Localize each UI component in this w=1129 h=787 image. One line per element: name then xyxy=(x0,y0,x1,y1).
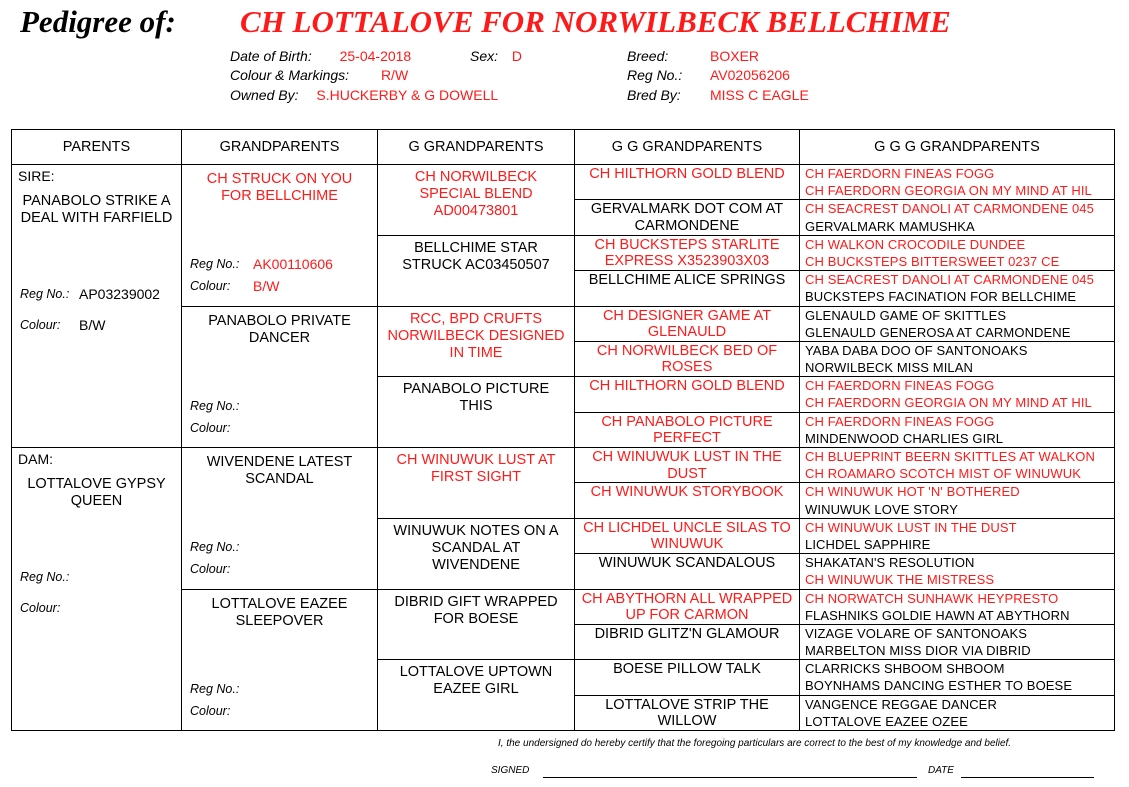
gg-grandparent-name: WINUWUK SCANDALOUS xyxy=(598,555,776,572)
gg-grandparent-name: CH NORWILBECK BED OF ROSES xyxy=(596,342,778,376)
col-g-grandparents: G GRANDPARENTS xyxy=(378,130,575,165)
gg-grandparent-cell xyxy=(575,306,800,341)
g-grandparent-name: RCC, BPD CRUFTS NORWILBECK DESIGNED IN TIME xyxy=(387,310,565,361)
reg-label: Reg No.: xyxy=(190,540,240,554)
g-grandparent-name: WINUWUK NOTES ON A SCANDAL AT WIVENDENE xyxy=(393,522,559,573)
gg-grandparent-name: CH PANABOLO PICTURE PERFECT xyxy=(601,413,773,447)
colour-label: Colour: xyxy=(20,601,61,615)
colour-label: Colour & Markings: xyxy=(230,67,350,83)
reg-label: Reg No.: xyxy=(20,570,70,584)
gg-grandparent-name: CH WINUWUK STORYBOOK xyxy=(590,484,784,501)
gg-grandparent-name: CH HILTHORN GOLD BLEND xyxy=(589,378,785,395)
g-grandparent-cell xyxy=(378,448,575,519)
ggg-grandparent-cell: MINDENWOOD CHARLIES GIRL xyxy=(800,430,1115,448)
gg-grandparent-cell xyxy=(575,271,800,306)
g-grandparent-name: PANABOLO PICTURE THIS xyxy=(402,381,550,415)
ggg-grandparent-cell: FLASHNIKS GOLDIE HAWN AT ABYTHORN xyxy=(800,607,1115,625)
sex-label: Sex: xyxy=(470,48,499,64)
col-grandparents: GRANDPARENTS xyxy=(182,130,378,165)
regno-value: AV02056206 xyxy=(710,67,790,83)
ggg-grandparent-cell: CH FAERDORN GEORGIA ON MY MIND AT HIL xyxy=(800,394,1115,412)
gg-grandparent-cell xyxy=(575,660,800,695)
colour-label: Colour: xyxy=(190,703,231,718)
ggg-grandparent-cell: LOTTALOVE EAZEE OZEE xyxy=(800,713,1115,731)
dam-cell xyxy=(12,448,182,731)
signed-label: SIGNED xyxy=(491,765,530,776)
gg-grandparent-name: CH LICHDEL UNCLE SILAS TO WINUWUK xyxy=(583,519,791,553)
certification-text: I, the undersigned do hereby certify that the foregoing particulars are correct to the best of my knowledge and belief. xyxy=(498,738,1012,749)
gg-grandparent-cell xyxy=(575,518,800,553)
pedigree-table xyxy=(11,129,1115,731)
ggg-grandparent-cell: CH SEACREST DANOLI AT CARMONDENE 045 xyxy=(800,200,1115,218)
ggg-grandparent-cell: CH BLUEPRINT BEERN SKITTLES AT WALKON xyxy=(800,448,1115,466)
g-grandparent-cell xyxy=(378,306,575,377)
g-grandparent-name: DIBRID GIFT WRAPPED FOR BOESE xyxy=(394,593,558,627)
gg-grandparent-cell xyxy=(575,200,800,235)
gg-grandparent-name: BOESE PILLOW TALK xyxy=(613,661,761,678)
ggg-grandparent-cell: VANGENCE REGGAE DANCER xyxy=(800,695,1115,713)
gg-grandparent-name: CH BUCKSTEPS STARLITE EXPRESS X3523903X03 xyxy=(594,236,780,270)
gg-grandparent-cell xyxy=(575,589,800,624)
pedigree-row xyxy=(12,448,1115,466)
g-grandparent-name: BELLCHIME STAR STRUCK AC03450507 xyxy=(402,239,550,273)
grandparent-cell xyxy=(182,448,378,590)
ggg-grandparent-cell: CH WINUWUK THE MISTRESS xyxy=(800,571,1115,589)
gg-grandparent-name: CH HILTHORN GOLD BLEND xyxy=(589,166,785,182)
ggg-grandparent-cell: CH WINUWUK LUST IN THE DUST xyxy=(800,518,1115,536)
g-grandparent-cell xyxy=(378,589,575,660)
bred-row xyxy=(627,87,809,103)
ggg-grandparent-cell: CH FAERDORN FINEAS FOGG xyxy=(800,377,1115,395)
sire-label: SIRE: xyxy=(18,168,55,184)
breed-label: Breed: xyxy=(627,48,669,64)
breed-row xyxy=(627,48,759,64)
ggg-grandparent-cell: MARBELTON MISS DIOR VIA DIBRID xyxy=(800,642,1115,660)
dob-row xyxy=(230,48,411,64)
gg-grandparent-name: GERVALMARK DOT COM AT CARMONDENE xyxy=(590,201,784,234)
grandparent-cell xyxy=(182,589,378,731)
ggg-grandparent-cell: CH NORWATCH SUNHAWK HEYPRESTO xyxy=(800,589,1115,607)
bred-label: Bred By: xyxy=(627,87,681,103)
date-label: DATE xyxy=(928,765,954,776)
ggg-grandparent-cell: WINUWUK LOVE STORY xyxy=(800,501,1115,519)
gg-grandparent-name: LOTTALOVE STRIP THE WILLOW xyxy=(605,696,769,730)
regno-label: Reg No.: xyxy=(627,67,683,83)
sire-name: PANABOLO STRIKE A DEAL WITH FARFIELD xyxy=(20,193,173,226)
ggg-grandparent-cell: GERVALMARK MAMUSHKA xyxy=(800,218,1115,236)
grandparent-cell xyxy=(182,165,378,307)
g-grandparent-name: CH WINUWUK LUST AT FIRST SIGHT xyxy=(396,452,556,485)
ggg-grandparent-cell: VIZAGE VOLARE OF SANTONOAKS xyxy=(800,624,1115,642)
gg-grandparent-name: DIBRID GLITZ'N GLAMOUR xyxy=(594,625,780,642)
g-grandparent-name: LOTTALOVE UPTOWN EAZEE GIRL xyxy=(399,664,553,698)
gg-grandparent-cell xyxy=(575,412,800,447)
reg-value: AP03239002 xyxy=(79,286,160,302)
gg-grandparent-cell xyxy=(575,695,800,730)
g-grandparent-name: CH NORWILBECK SPECIAL BLEND AD00473801 xyxy=(414,169,538,219)
colour-value: B/W xyxy=(253,278,280,294)
ggg-grandparent-cell: LICHDEL SAPPHIRE xyxy=(800,536,1115,554)
grandparent-cell xyxy=(182,306,378,448)
dog-name: CH LOTTALOVE FOR NORWILBECK BELLCHIME xyxy=(240,4,951,39)
reg-label: Reg No.: xyxy=(190,681,240,696)
dob-label: Date of Birth: xyxy=(230,48,312,64)
ggg-grandparent-cell: CH WINUWUK HOT 'N' BOTHERED xyxy=(800,483,1115,501)
owned-label: Owned By: xyxy=(230,87,299,103)
col-parents: PARENTS xyxy=(12,130,182,165)
gg-grandparent-name: CH DESIGNER GAME AT GLENAULD xyxy=(602,307,772,340)
gg-grandparent-name: BELLCHIME ALICE SPRINGS xyxy=(588,272,786,289)
sex-value: D xyxy=(511,48,523,64)
gg-grandparent-cell xyxy=(575,554,800,589)
breed-value: BOXER xyxy=(710,48,760,64)
g-grandparent-cell xyxy=(378,165,575,236)
grandparent-name: PANABOLO PRIVATE DANCER xyxy=(208,312,351,346)
dam-label: DAM: xyxy=(18,451,53,467)
colour-row xyxy=(230,67,408,83)
ggg-grandparent-cell: GLENAULD GENEROSA AT CARMONDENE xyxy=(800,324,1115,342)
ggg-grandparent-cell: CH FAERDORN FINEAS FOGG xyxy=(800,165,1115,183)
gg-grandparent-cell xyxy=(575,235,800,270)
reg-value: AK00110606 xyxy=(253,256,333,272)
gg-grandparent-name: CH ABYTHORN ALL WRAPPED UP FOR CARMON xyxy=(581,590,793,623)
colour-label: Colour: xyxy=(20,318,61,332)
g-grandparent-cell xyxy=(378,377,575,448)
gg-grandparent-name: CH WINUWUK LUST IN THE DUST xyxy=(592,449,782,482)
col-gg-grandparents: G G GRANDPARENTS xyxy=(575,130,800,165)
g-grandparent-cell xyxy=(378,518,575,589)
bred-value: MISS C EAGLE xyxy=(710,87,809,103)
signature-line[interactable] xyxy=(543,777,917,778)
ggg-grandparent-cell: CH FAERDORN GEORGIA ON MY MIND AT HIL xyxy=(800,182,1115,200)
dam-name: LOTTALOVE GYPSY QUEEN xyxy=(27,476,166,509)
sire-cell xyxy=(12,165,182,448)
gg-grandparent-cell xyxy=(575,377,800,412)
ggg-grandparent-cell: BOYNHAMS DANCING ESTHER TO BOESE xyxy=(800,677,1115,695)
regno-row xyxy=(627,67,790,83)
ggg-grandparent-cell: SHAKATAN'S RESOLUTION xyxy=(800,554,1115,572)
ggg-grandparent-cell: NORWILBECK MISS MILAN xyxy=(800,359,1115,377)
owned-row xyxy=(230,87,498,103)
gg-grandparent-cell xyxy=(575,624,800,659)
g-grandparent-cell xyxy=(378,235,575,306)
grandparent-name: WIVENDENE LATEST SCANDAL xyxy=(206,454,353,487)
date-line[interactable] xyxy=(961,777,1094,778)
ggg-grandparent-cell: CH BUCKSTEPS BITTERSWEET 0237 CE xyxy=(800,253,1115,271)
gg-grandparent-cell xyxy=(575,165,800,200)
pedigree-row xyxy=(12,165,1115,183)
reg-label: Reg No.: xyxy=(190,257,240,271)
reg-label: Reg No.: xyxy=(190,398,240,413)
colour-label: Colour: xyxy=(190,279,231,293)
ggg-grandparent-cell: CH ROAMARO SCOTCH MIST OF WINUWUK xyxy=(800,465,1115,483)
page-title: Pedigree of: xyxy=(20,4,176,39)
colour-value: B/W xyxy=(79,317,106,333)
gg-grandparent-cell xyxy=(575,341,800,376)
grandparent-name: LOTTALOVE EAZEE SLEEPOVER xyxy=(211,595,348,629)
col-ggg-grandparents: G G G GRANDPARENTS xyxy=(800,130,1115,165)
reg-label: Reg No.: xyxy=(20,287,70,301)
dob-value: 25-04-2018 xyxy=(339,48,412,64)
sex-row xyxy=(470,48,522,64)
ggg-grandparent-cell: YABA DABA DOO OF SANTONOAKS xyxy=(800,341,1115,359)
ggg-grandparent-cell: CH FAERDORN FINEAS FOGG xyxy=(800,412,1115,430)
ggg-grandparent-cell: CH SEACREST DANOLI AT CARMONDENE 045 xyxy=(800,271,1115,289)
gg-grandparent-cell xyxy=(575,448,800,483)
g-grandparent-cell xyxy=(378,660,575,731)
owned-value: S.HUCKERBY & G DOWELL xyxy=(316,87,499,103)
colour-label: Colour: xyxy=(190,420,231,435)
colour-label: Colour: xyxy=(190,562,231,576)
column-headers xyxy=(12,130,1115,165)
ggg-grandparent-cell: CH WALKON CROCODILE DUNDEE xyxy=(800,235,1115,253)
ggg-grandparent-cell: GLENAULD GAME OF SKITTLES xyxy=(800,306,1115,324)
grandparent-name: CH STRUCK ON YOU FOR BELLCHIME xyxy=(206,171,353,204)
ggg-grandparent-cell: CLARRICKS SHBOOM SHBOOM xyxy=(800,660,1115,678)
gg-grandparent-cell xyxy=(575,483,800,518)
colour-value: R/W xyxy=(380,67,409,83)
ggg-grandparent-cell: BUCKSTEPS FACINATION FOR BELLCHIME xyxy=(800,288,1115,306)
